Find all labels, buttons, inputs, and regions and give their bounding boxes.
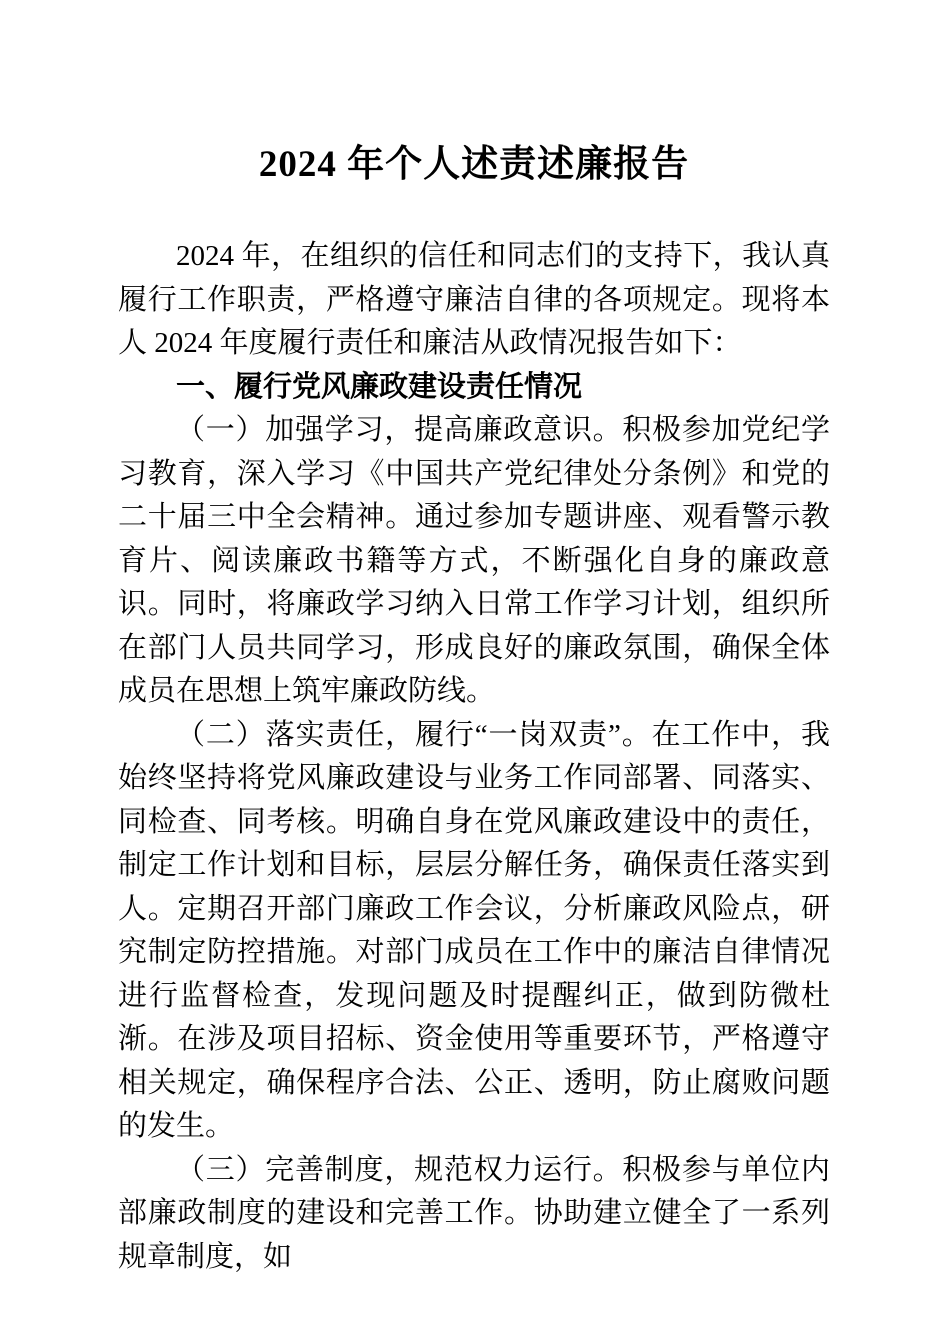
document-title: 2024 年个人述责述廉报告 [258,144,690,185]
document-body [118,235,830,1279]
body-paragraph: （一）加强学习，提高廉政意识。积极参加党纪学习教育，深入学习《中国共产党纪律处分条例》和党的二十届三中全会精神。通过参加专题讲座、观看警示教育片、阅读廉政书籍等方式，不断强化自身的廉政意识。同时，将廉政学习纳入日常工作学习计划，组织所在部门人员共同学习，形成良好的廉政氛围，确保全体成员在思想上筑牢廉政防线。 [118,414,830,707]
section-heading: 一、履行党风廉政建设责任情况 [176,370,583,403]
body-paragraph: （二）落实责任，履行“一岗双责”。在工作中，我始终坚持将党风廉政建设与业务工作同部署、同落实、同检查、同考核。明确自身在党风廉政建设中的责任，制定工作计划和目标，层层分解任务，确保责任落实到人。定期召开部门廉政工作会议，分析廉政风险点，研究制定防控措施。对部门成员在工作中的廉洁自律情况进行监督检查，发现问题及时提醒纠正，做到防微杜渐。在涉及项目招标、资金使用等重要环节，严格遵守相关规定，确保程序合法、公正、透明，防止腐败问题的发生。 [118,718,830,1142]
body-paragraph: （三）完善制度，规范权力运行。积极参与单位内部廉政制度的建设和完善工作。协助建立健全了一系列规章制度，如 [118,1153,830,1273]
body-paragraph: 2024 年，在组织的信任和同志们的支持下，我认真履行工作职责，严格遵守廉洁自律的各项规定。现将本人 2024 年度履行责任和廉洁从政情况报告如下： [118,240,830,359]
